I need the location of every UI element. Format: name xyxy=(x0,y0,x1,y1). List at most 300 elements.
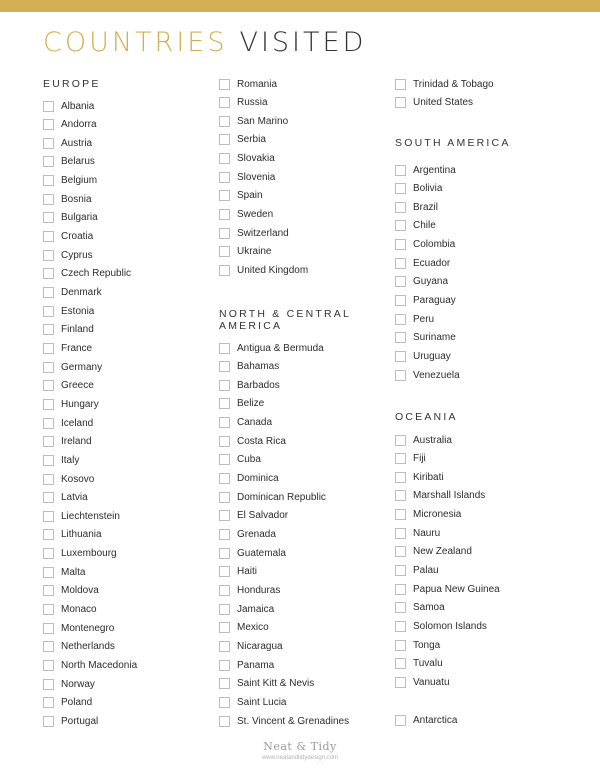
country-item-united-states[interactable] xyxy=(395,96,473,110)
checkbox[interactable] xyxy=(395,202,406,213)
checkbox[interactable] xyxy=(219,153,230,164)
checkbox[interactable] xyxy=(43,212,54,223)
country-item-argentina[interactable] xyxy=(395,163,456,177)
country-item-malta[interactable] xyxy=(43,565,85,579)
country-label: Switzerland xyxy=(237,227,289,239)
country-label: Norway xyxy=(61,678,95,690)
country-item-suriname[interactable] xyxy=(395,331,456,345)
country-label: Uruguay xyxy=(413,351,451,362)
country-label: Finland xyxy=(61,324,94,336)
country-label: Slovenia xyxy=(237,171,276,183)
checkbox[interactable] xyxy=(395,715,406,726)
country-label: Bosnia xyxy=(61,193,92,205)
country-label: Tuvalu xyxy=(413,658,443,670)
country-item-lithuania[interactable] xyxy=(43,528,102,542)
country-item-panama[interactable] xyxy=(219,658,274,672)
country-label: Netherlands xyxy=(61,641,115,653)
north-central-america-heading-line1: NORTH & CENTRAL xyxy=(219,308,351,320)
checkbox[interactable] xyxy=(395,453,406,464)
country-item-germany[interactable] xyxy=(43,360,102,374)
country-item-ecuador[interactable] xyxy=(395,256,450,270)
checkbox[interactable] xyxy=(219,548,230,559)
country-item-netherlands[interactable] xyxy=(43,640,115,654)
country-label: Nicaragua xyxy=(237,640,283,652)
country-label: Latvia xyxy=(61,492,88,504)
top-accent-bar xyxy=(0,0,600,12)
country-label: Denmark xyxy=(61,287,102,298)
checkbox[interactable] xyxy=(395,677,406,688)
country-label: Grenada xyxy=(237,529,276,540)
checkbox[interactable] xyxy=(43,474,54,485)
country-label: Micronesia xyxy=(413,509,462,521)
country-item-kiribati[interactable] xyxy=(395,470,444,484)
country-item-antigua-and-bermuda[interactable] xyxy=(219,341,324,355)
checkbox[interactable] xyxy=(43,119,54,130)
checkbox[interactable] xyxy=(219,398,230,409)
country-item-samoa[interactable] xyxy=(395,601,445,615)
country-item-belarus[interactable] xyxy=(43,155,95,169)
country-label: St. Vincent & Grenadines xyxy=(237,715,350,727)
country-label: Saint Lucia xyxy=(237,696,287,708)
country-label: Vanuatu xyxy=(413,676,450,688)
country-label: Argentina xyxy=(413,164,456,176)
country-label: Germany xyxy=(61,361,103,373)
country-item-cuba[interactable] xyxy=(219,453,261,467)
checkbox[interactable] xyxy=(43,268,54,279)
country-label: Palau xyxy=(413,565,439,577)
country-label: Croatia xyxy=(61,231,94,243)
checkbox[interactable] xyxy=(219,190,230,201)
checkbox[interactable] xyxy=(43,529,54,540)
country-item-honduras[interactable] xyxy=(219,583,280,597)
checkbox[interactable] xyxy=(395,351,406,362)
country-label: Suriname xyxy=(413,332,456,344)
country-item-portugal[interactable] xyxy=(43,714,98,728)
title-countries: COUNTRIES xyxy=(43,27,228,58)
country-item-st-vincent-and-grenadines[interactable] xyxy=(219,714,349,728)
country-label: Fiji xyxy=(413,453,426,465)
country-label: Italy xyxy=(61,454,80,466)
checkbox[interactable] xyxy=(43,679,54,690)
checkbox[interactable] xyxy=(43,343,54,354)
country-item-dominican-republic[interactable] xyxy=(219,490,326,504)
checkbox[interactable] xyxy=(43,138,54,149)
country-item-albania[interactable] xyxy=(43,99,94,113)
checkbox[interactable] xyxy=(395,97,406,108)
country-item-iceland[interactable] xyxy=(43,416,93,430)
checkbox[interactable] xyxy=(219,380,230,391)
country-label: Malta xyxy=(61,566,86,578)
country-item-greece[interactable] xyxy=(43,379,94,393)
country-label: Saint Kitt & Nevis xyxy=(237,678,315,690)
country-item-latvia[interactable] xyxy=(43,491,88,505)
country-item-costa-rica[interactable] xyxy=(219,434,286,448)
checkbox[interactable] xyxy=(395,584,406,595)
country-label: Samoa xyxy=(413,602,445,614)
country-label: Russia xyxy=(237,97,268,109)
checkbox[interactable] xyxy=(43,455,54,466)
checkbox[interactable] xyxy=(395,258,406,269)
country-label: Portugal xyxy=(61,715,99,727)
checkbox[interactable] xyxy=(395,435,406,446)
checkbox[interactable] xyxy=(219,134,230,145)
country-label: Peru xyxy=(413,313,435,325)
country-label: Guatemala xyxy=(237,547,286,559)
country-item-tonga[interactable] xyxy=(395,638,440,652)
country-item-bolivia[interactable] xyxy=(395,182,442,196)
checkbox[interactable] xyxy=(43,399,54,410)
country-item-palau[interactable] xyxy=(395,564,439,578)
country-label: Guyana xyxy=(413,276,449,288)
country-label: Dominica xyxy=(237,473,279,485)
country-label: Costa Rica xyxy=(237,435,286,447)
country-label: Luxembourg xyxy=(61,548,117,560)
checkbox[interactable] xyxy=(395,621,406,632)
country-label: Bolivia xyxy=(413,183,443,195)
checkbox[interactable] xyxy=(43,492,54,503)
country-item-marshall-islands[interactable] xyxy=(395,489,485,503)
europe-heading: EUROPE xyxy=(43,78,101,90)
country-label: New Zealand xyxy=(413,546,472,558)
checkbox[interactable] xyxy=(219,209,230,220)
country-label: Ireland xyxy=(61,436,92,448)
country-item-monaco[interactable] xyxy=(43,603,97,617)
checkbox[interactable] xyxy=(219,343,230,354)
country-label: Monaco xyxy=(61,604,97,616)
country-label: Honduras xyxy=(237,584,281,596)
checkbox[interactable] xyxy=(395,314,406,325)
country-item-guyana[interactable] xyxy=(395,275,448,289)
country-item-luxembourg[interactable] xyxy=(43,547,117,561)
country-item-jamaica[interactable] xyxy=(219,602,274,616)
country-label: Cyprus xyxy=(61,249,93,261)
checkbox[interactable] xyxy=(43,156,54,167)
checkbox[interactable] xyxy=(43,175,54,186)
checkbox[interactable] xyxy=(395,239,406,250)
country-label: Belarus xyxy=(61,156,95,168)
country-item-bahamas[interactable] xyxy=(219,360,279,374)
country-item-new-zealand[interactable] xyxy=(395,545,472,559)
country-item-australia[interactable] xyxy=(395,433,452,447)
country-label: Canada xyxy=(237,417,273,429)
checkbox[interactable] xyxy=(219,510,230,521)
oceania-heading: OCEANIA xyxy=(395,411,458,423)
checkbox[interactable] xyxy=(43,231,54,242)
country-label: San Marino xyxy=(237,115,289,127)
country-label: Paraguay xyxy=(413,295,456,307)
checkbox[interactable] xyxy=(43,287,54,298)
country-label: Romania xyxy=(237,78,278,90)
country-label: Cuba xyxy=(237,454,261,466)
checkbox[interactable] xyxy=(219,641,230,652)
country-item-belgium[interactable] xyxy=(43,174,97,188)
country-label: Papua New Guinea xyxy=(413,583,500,595)
country-label: Venezuela xyxy=(413,369,460,381)
country-label: Tonga xyxy=(413,639,441,651)
country-label: Antarctica xyxy=(413,714,458,726)
country-label: North Macedonia xyxy=(61,660,138,671)
country-item-finland[interactable] xyxy=(43,323,94,337)
country-item-paraguay[interactable] xyxy=(395,294,456,308)
country-label: Trinidad & Tobago xyxy=(413,78,494,90)
checkbox[interactable] xyxy=(219,454,230,465)
country-item-croatia[interactable] xyxy=(43,230,93,244)
country-item-kosovo[interactable] xyxy=(43,472,94,486)
checkbox[interactable] xyxy=(219,228,230,239)
country-item-estonia[interactable] xyxy=(43,304,94,318)
checkbox[interactable] xyxy=(43,380,54,391)
country-item-spain[interactable] xyxy=(219,189,263,203)
country-label: Belgium xyxy=(61,175,98,187)
checkbox[interactable] xyxy=(43,567,54,578)
country-label: Ecuador xyxy=(413,257,451,269)
checkbox[interactable] xyxy=(219,417,230,428)
section-north-central-america xyxy=(219,308,351,332)
country-label: Hungary xyxy=(61,398,99,410)
country-item-solomon-islands[interactable] xyxy=(395,620,487,634)
country-item-liechtenstein[interactable] xyxy=(43,509,120,523)
checkbox[interactable] xyxy=(395,332,406,343)
country-item-nauru[interactable] xyxy=(395,526,440,540)
country-item-ireland[interactable] xyxy=(43,435,92,449)
section-europe xyxy=(43,78,101,90)
country-item-colombia[interactable] xyxy=(395,238,455,252)
country-label: Haiti xyxy=(237,566,258,578)
country-item-italy[interactable] xyxy=(43,453,79,467)
checkbox[interactable] xyxy=(219,492,230,503)
checkbox[interactable] xyxy=(219,473,230,484)
country-label: Bulgaria xyxy=(61,212,98,224)
page-title xyxy=(43,27,366,58)
country-item-dominica[interactable] xyxy=(219,472,279,486)
checkbox[interactable] xyxy=(219,79,230,90)
checkbox[interactable] xyxy=(43,324,54,335)
country-item-united-kingdom[interactable] xyxy=(219,264,308,278)
checkbox[interactable] xyxy=(43,101,54,112)
country-item-belize[interactable] xyxy=(219,397,264,411)
country-item-montenegro[interactable] xyxy=(43,621,114,635)
checkbox[interactable] xyxy=(219,585,230,596)
country-item-france[interactable] xyxy=(43,341,92,355)
checkbox[interactable] xyxy=(395,165,406,176)
checkbox[interactable] xyxy=(43,306,54,317)
checkbox[interactable] xyxy=(219,566,230,577)
country-item-antarctica[interactable] xyxy=(395,713,457,727)
country-item-chile[interactable] xyxy=(395,219,436,233)
checkbox[interactable] xyxy=(395,370,406,381)
checkbox[interactable] xyxy=(219,604,230,615)
checkbox[interactable] xyxy=(219,697,230,708)
country-label: Poland xyxy=(61,697,93,709)
checkbox[interactable] xyxy=(219,660,230,671)
country-item-tuvalu[interactable] xyxy=(395,657,443,671)
country-item-micronesia[interactable] xyxy=(395,508,461,522)
checkbox[interactable] xyxy=(395,183,406,194)
country-item-barbados[interactable] xyxy=(219,378,280,392)
country-label: Australia xyxy=(413,434,452,446)
checkbox[interactable] xyxy=(219,246,230,257)
checkbox[interactable] xyxy=(395,276,406,287)
country-item-vanuatu[interactable] xyxy=(395,675,450,689)
country-label: Liechtenstein xyxy=(61,510,120,522)
checkbox[interactable] xyxy=(43,585,54,596)
country-label: Barbados xyxy=(237,379,280,391)
country-item-austria[interactable] xyxy=(43,136,92,150)
checkbox[interactable] xyxy=(219,97,230,108)
checkbox[interactable] xyxy=(43,641,54,652)
country-item-ukraine[interactable] xyxy=(219,245,271,259)
country-item-peru[interactable] xyxy=(395,312,434,326)
country-label: France xyxy=(61,342,93,354)
country-item-switzerland[interactable] xyxy=(219,226,289,240)
checkbox[interactable] xyxy=(395,546,406,557)
checkbox[interactable] xyxy=(219,172,230,183)
footer-brand: Neat & Tidy xyxy=(263,740,337,753)
country-label: Andorra xyxy=(61,119,97,131)
checkbox[interactable] xyxy=(43,697,54,708)
country-label: Nauru xyxy=(413,527,441,539)
country-label: Brazil xyxy=(413,201,439,213)
checkbox[interactable] xyxy=(43,604,54,615)
country-item-fiji[interactable] xyxy=(395,452,426,466)
checkbox[interactable] xyxy=(43,362,54,373)
checkbox[interactable] xyxy=(219,436,230,447)
checkbox[interactable] xyxy=(219,265,230,276)
country-label: Estonia xyxy=(61,305,95,317)
country-item-slovakia[interactable] xyxy=(219,152,275,166)
country-item-poland[interactable] xyxy=(43,696,92,710)
country-label: Slovakia xyxy=(237,153,275,165)
country-item-trinidad-and-tobago[interactable] xyxy=(395,77,494,91)
country-label: Panama xyxy=(237,659,275,671)
country-label: Sweden xyxy=(237,209,274,221)
country-label: Albania xyxy=(61,100,95,112)
footer-website: www.neatandtidydesign.com xyxy=(261,755,339,761)
country-item-uruguay[interactable] xyxy=(395,350,451,364)
checkbox[interactable] xyxy=(219,716,230,727)
country-item-mexico[interactable] xyxy=(219,621,269,635)
country-item-hungary[interactable] xyxy=(43,397,99,411)
checkbox[interactable] xyxy=(395,79,406,90)
checkbox[interactable] xyxy=(219,622,230,633)
country-item-serbia[interactable] xyxy=(219,133,266,147)
country-label: Chile xyxy=(413,220,436,232)
checkbox[interactable] xyxy=(395,602,406,613)
country-item-nicaragua[interactable] xyxy=(219,639,283,653)
country-label: Bahamas xyxy=(237,361,280,373)
country-label: Lithuania xyxy=(61,529,102,541)
section-south-america xyxy=(395,137,511,149)
section-oceania xyxy=(395,411,458,423)
country-item-canada[interactable] xyxy=(219,416,272,430)
country-label: Czech Republic xyxy=(61,268,132,280)
country-label: Moldova xyxy=(61,585,99,597)
checkbox[interactable] xyxy=(395,490,406,501)
country-label: El Salvador xyxy=(237,510,289,522)
checkbox[interactable] xyxy=(43,548,54,559)
checkbox[interactable] xyxy=(43,511,54,522)
checkbox[interactable] xyxy=(43,194,54,205)
checkbox[interactable] xyxy=(219,678,230,689)
country-item-slovenia[interactable] xyxy=(219,170,275,184)
checkbox[interactable] xyxy=(395,640,406,651)
country-item-romania[interactable] xyxy=(219,77,277,91)
checkbox[interactable] xyxy=(219,116,230,127)
country-label: Greece xyxy=(61,380,94,392)
country-label: Austria xyxy=(61,137,93,149)
country-label: United States xyxy=(413,97,474,109)
country-item-cyprus[interactable] xyxy=(43,248,93,262)
country-label: Jamaica xyxy=(237,603,275,615)
country-item-norway[interactable] xyxy=(43,677,95,691)
country-label: Ukraine xyxy=(237,246,272,258)
country-item-bulgaria[interactable] xyxy=(43,211,98,225)
country-item-andorra[interactable] xyxy=(43,118,97,132)
checkbox[interactable] xyxy=(395,472,406,483)
country-item-saint-kitt-and-nevis[interactable] xyxy=(219,677,314,691)
country-label: Marshall Islands xyxy=(413,490,486,502)
checkbox[interactable] xyxy=(219,361,230,372)
country-label: Iceland xyxy=(61,417,94,429)
checkbox[interactable] xyxy=(395,565,406,576)
country-item-saint-lucia[interactable] xyxy=(219,695,286,709)
checkbox[interactable] xyxy=(43,436,54,447)
checkbox[interactable] xyxy=(395,658,406,669)
country-item-guatemala[interactable] xyxy=(219,546,286,560)
country-label: United Kingdom xyxy=(237,265,309,276)
country-item-moldova[interactable] xyxy=(43,584,99,598)
checkbox[interactable] xyxy=(43,250,54,261)
title-visited: VISITED xyxy=(239,27,367,58)
country-label: Spain xyxy=(237,190,263,202)
country-item-sweden[interactable] xyxy=(219,208,273,222)
checkbox[interactable] xyxy=(395,295,406,306)
country-label: Montenegro xyxy=(61,622,115,634)
checkbox[interactable] xyxy=(43,418,54,429)
checkbox[interactable] xyxy=(219,529,230,540)
country-label: Solomon Islands xyxy=(413,621,487,632)
country-label: Kiribati xyxy=(413,471,444,483)
country-item-bosnia[interactable] xyxy=(43,192,92,206)
checkbox[interactable] xyxy=(43,660,54,671)
country-item-north-macedonia[interactable] xyxy=(43,659,137,673)
country-item-san-marino[interactable] xyxy=(219,114,288,128)
country-label: Kosovo xyxy=(61,473,95,485)
country-label: Colombia xyxy=(413,239,456,251)
country-label: Belize xyxy=(237,398,265,410)
checkbox[interactable] xyxy=(395,220,406,231)
country-item-czech-republic[interactable] xyxy=(43,267,131,281)
country-label: Serbia xyxy=(237,134,266,146)
checkbox[interactable] xyxy=(395,528,406,539)
country-label: Antigua & Bermuda xyxy=(237,342,324,354)
country-item-el-salvador[interactable] xyxy=(219,509,288,523)
checkbox[interactable] xyxy=(43,716,54,727)
checkbox[interactable] xyxy=(395,509,406,520)
north-central-america-heading-line2: AMERICA xyxy=(219,320,283,332)
checkbox[interactable] xyxy=(43,623,54,634)
country-item-haiti[interactable] xyxy=(219,565,257,579)
country-item-grenada[interactable] xyxy=(219,528,276,542)
country-item-papua-new-guinea[interactable] xyxy=(395,582,500,596)
country-item-venezuela[interactable] xyxy=(395,368,460,382)
country-label: Dominican Republic xyxy=(237,491,326,503)
country-item-denmark[interactable] xyxy=(43,286,102,300)
country-label: Mexico xyxy=(237,622,269,634)
south-america-heading: SOUTH AMERICA xyxy=(395,137,511,149)
country-item-russia[interactable] xyxy=(219,96,268,110)
country-item-brazil[interactable] xyxy=(395,200,438,214)
